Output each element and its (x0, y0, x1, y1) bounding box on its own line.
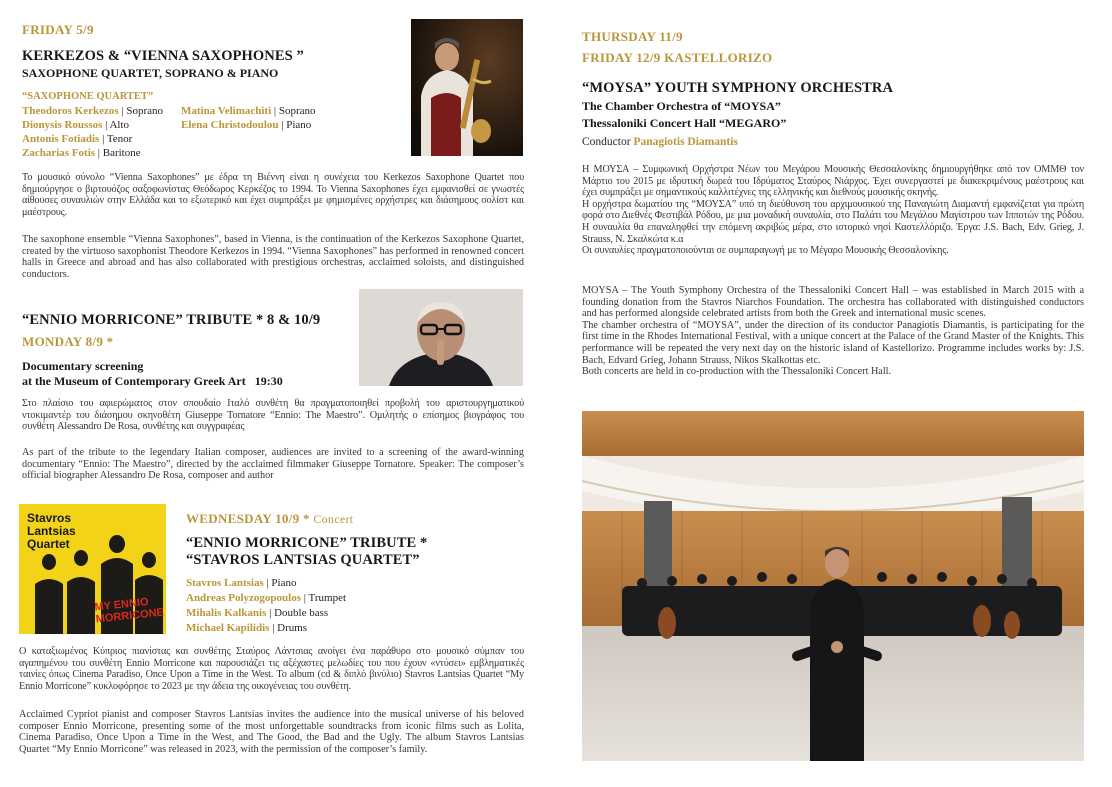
album-cover (19, 504, 166, 634)
event1-greek-text: Το μουσικό σύνολο “Vienna Saxophones” με έδρα τη Βιέννη είναι η συνέχεια του Kerkezos Saxophone Quartet που δημιούργησε ο βιρτουόζος σαξοφωνίστας Θεόδωρος Κερκέζος το 1994. Το Vienna Saxophones έχει εμφανισθεί σε γνωστές αίθουσες συναυλιών στην Ελλάδα και το εξωτερικό και έχει συμπράξει με φημισμένες ορχήστρες και διάσημους σολίστ και μαέστρους. (22, 172, 524, 218)
event1-day: FRIDAY 5/9 (22, 22, 94, 37)
event3-greek-text: Ο καταξιωμένος Κύπριος πιανίστας και συνθέτης Σταύρος Λάντσιας ανοίγει ένα παράθυρο στο μουσικό σύμπαν του αγαπημένου του συνθέτη Ennio Morricone και παρουσιάζει τις αξέχαστες μελωδίες του που έχουν «ντύσει» εμβληματικές ταινίες όπως Cinema Paradiso, Once Upon a Time in the West. Το album (cd & διπλό βινύλιο) Stavros Lantsias Quartet “My Ennio Morricone” κυκλοφόρησε το 2023 με την άδεια της οικογένειας του συνθέτη. (19, 646, 524, 692)
event4-greek-p2: Η ορχήστρα δωματίου της “ΜΟΥΣΑ” υπό τη διεύθυνση του αρχιμουσικού της Παναγιώτη Διαμαντή εμφανίζεται για πρώτη φορά στο Διεθνές Φεστιβάλ Ρόδου, με μια μοναδική συναυλία, στο Παλάτι του Μεγάλου Μαγίστρου των Ιπποτών της Ρόδου. Η συναυλία θα επαναληφθεί την επόμενη ακριβώς μέρα, στο ιστορικό νησί Καστελλόριζο. Έργα: J.S. Bach, Edv. Grieg, J. Strauss, Ν. Σκαλκώτα κ.α (582, 198, 1084, 245)
event4-conductor (582, 135, 738, 149)
event4-greek-text (582, 164, 1084, 257)
cast-row: Theodoros Kerkezos | Soprano (22, 105, 164, 117)
event4-english-p3: Both concerts are held in co-production with the Thessaloniki Concert Hall. (582, 366, 892, 378)
event2-screening-line1: Documentary screening (22, 359, 144, 373)
event4-english-p2: The chamber orchestra of “MOYSA”, under the direction of its conductor Panagiotis Diamantis, is participating for the first time in the Rhodes International Festival, with a unique concert at the Palace of the Grand Master of the Knights. This performance will be repeated the very next day on the historic island of Kastellorizo. Programme includes works by: J.S. Bach, Edvard Grieg, Johann Strauss, Nikos Skalkottas etc. (582, 319, 1084, 366)
saxophonist-photo (411, 19, 523, 156)
event1-subtitle: SAXOPHONE QUARTET, SOPRANO & PIANO (22, 66, 279, 80)
morricone-photo (359, 289, 523, 386)
conductor-label: Conductor (582, 136, 631, 148)
event4-english-p1: MOYSA – The Youth Symphony Orchestra of the Thessaloniki Concert Hall – was established in March 2015 with a founding donation from the Stavros Niarchos Foundation. The orchestra has collaborated with distinguished conductors and has performed alongside celebrated artists from both the Greek and international music scenes. (582, 285, 1084, 320)
event4-english-text (582, 285, 1084, 378)
event3-day: WEDNESDAY 10/9 * Concert (186, 511, 354, 526)
cast-row: Elena Christodoulou | Piano (181, 119, 312, 131)
event4-day1: THURSDAY 11/9 (582, 29, 683, 44)
event4-sub2: Thessaloniki Concert Hall “MEGARO” (582, 116, 787, 130)
cast-row: Michael Kapilidis | Drums (186, 622, 308, 634)
event1-cast-right (181, 104, 351, 132)
event4-title: “MOYSA” YOUTH SYMPHONY ORCHESTRA (582, 80, 894, 96)
event2-title: “ENNIO MORRICONE” TRIBUTE * 8 & 10/9 (22, 312, 321, 328)
event3-cast (186, 576, 486, 636)
cast-row: Dionysis Roussos | Alto (22, 119, 130, 131)
conductor-name: Panagiotis Diamantis (633, 136, 738, 148)
cast-row: Stavros Lantsias | Piano (186, 577, 297, 589)
event2-screening-line2: at the Museum of Contemporary Greek Art 19:30 (22, 374, 283, 388)
event1-group: “SAXOPHONE QUARTET” (22, 91, 154, 102)
event2-time: 19:30 (254, 374, 283, 388)
orchestra-photo (582, 411, 1084, 761)
event2-greek-text: Στο πλαίσιο του αφιερώματος στον σπουδαίο Ιταλό συνθέτη θα πραγματοποιηθεί προβολή του αριστουργηματικού ντοκιμαντέρ του διάσημου σκηνοθέτη Giuseppe Tornatore “Ennio: The Maestro”. Ομιλητής ο επίσημος βιογράφος του συνθέτη Alessandro De Rosa, συνθέτης και συγγραφέας (22, 398, 524, 433)
event3-title2: “STAVROS LANTSIAS QUARTET” (186, 552, 420, 568)
event4-greek-p1: Η ΜΟΥΣΑ – Συμφωνική Ορχήστρα Νέων του Μεγάρου Μουσικής Θεσσαλονίκης δημιουργήθηκε από τον ΟΜΜΘ τον Μάρτιο του 2015 με ιδρυτική δωρεά του Ιδρύματος Σταύρος Νιάρχος. Έχει συνεργαστεί με διακεκριμένους μαέστρους και έχει συμπράξει με σημαντικούς καλλιτέχνες της ελληνικής και διεθνούς μουσικής σκηνής. (582, 164, 1084, 199)
event4-greek-p3: Οι συναυλίες πραγματοποιούνται σε συμπαραγωγή με το Μέγαρο Μουσικής Θεσσαλονίκης. (582, 245, 949, 257)
cast-row: Antonis Fotiadis | Tenor (22, 133, 133, 145)
event4-sub1: The Chamber Orchestra of “MOYSA” (582, 99, 781, 113)
album-title: MY ENNIO MORRICONE (93, 596, 165, 626)
event2-day: MONDAY 8/9 * (22, 334, 114, 349)
cast-row: Mihalis Kalkanis | Double bass (186, 607, 329, 619)
cast-row: Andreas Polyzogopoulos | Trumpet (186, 592, 347, 604)
event3-title1: “ENNIO MORRICONE” TRIBUTE * (186, 535, 428, 551)
cast-row: Zacharias Fotis | Baritone (22, 147, 141, 159)
event1-title: KERKEZOS & “VIENNA SAXOPHONES ” (22, 48, 304, 64)
event1-cast-left (22, 104, 187, 160)
event3-day-suffix: Concert (313, 512, 354, 526)
album-band-name: Stavros Lantsias Quartet (27, 511, 76, 551)
event4-day2: FRIDAY 12/9 KASTELLORIZO (582, 50, 773, 65)
event1-english-text: The saxophone ensemble “Vienna Saxophones”, based in Vienna, is the continuation of the Kerkezos Saxophone Quartet, created by the virtuoso saxophonist Theodore Kerkezos in 1994. “Vienna Saxophones” has performed in renowned concert halls in Greece and abroad and has also collaborated with prestigious orchestras, acclaimed soloists, and distinguished conductors. (22, 234, 524, 280)
event3-english-text: Acclaimed Cypriot pianist and composer Stavros Lantsias invites the audience into the musical universe of his beloved composer Ennio Morricone, presenting some of the most unforgettable soundtracks from iconic films such as Lolita, Cinema Paradiso, Once Upon a Time in the West, and The Good, the Bad and the Ugly. The album Stavros Lantsias Quartet “My Ennio Morricone” was released in 2023, with the permission of the composer’s family. (19, 709, 524, 755)
event2-english-text: As part of the tribute to the legendary Italian composer, audiences are invited to a screening of the award-winning documentary “Ennio: The Maestro”, directed by the acclaimed filmmaker Giuseppe Tornatore. Speaker: The composer’s official biographer Alessandro De Rosa, composer and author (22, 447, 524, 482)
cast-row: Matina Velimachiti | Soprano (181, 105, 316, 117)
